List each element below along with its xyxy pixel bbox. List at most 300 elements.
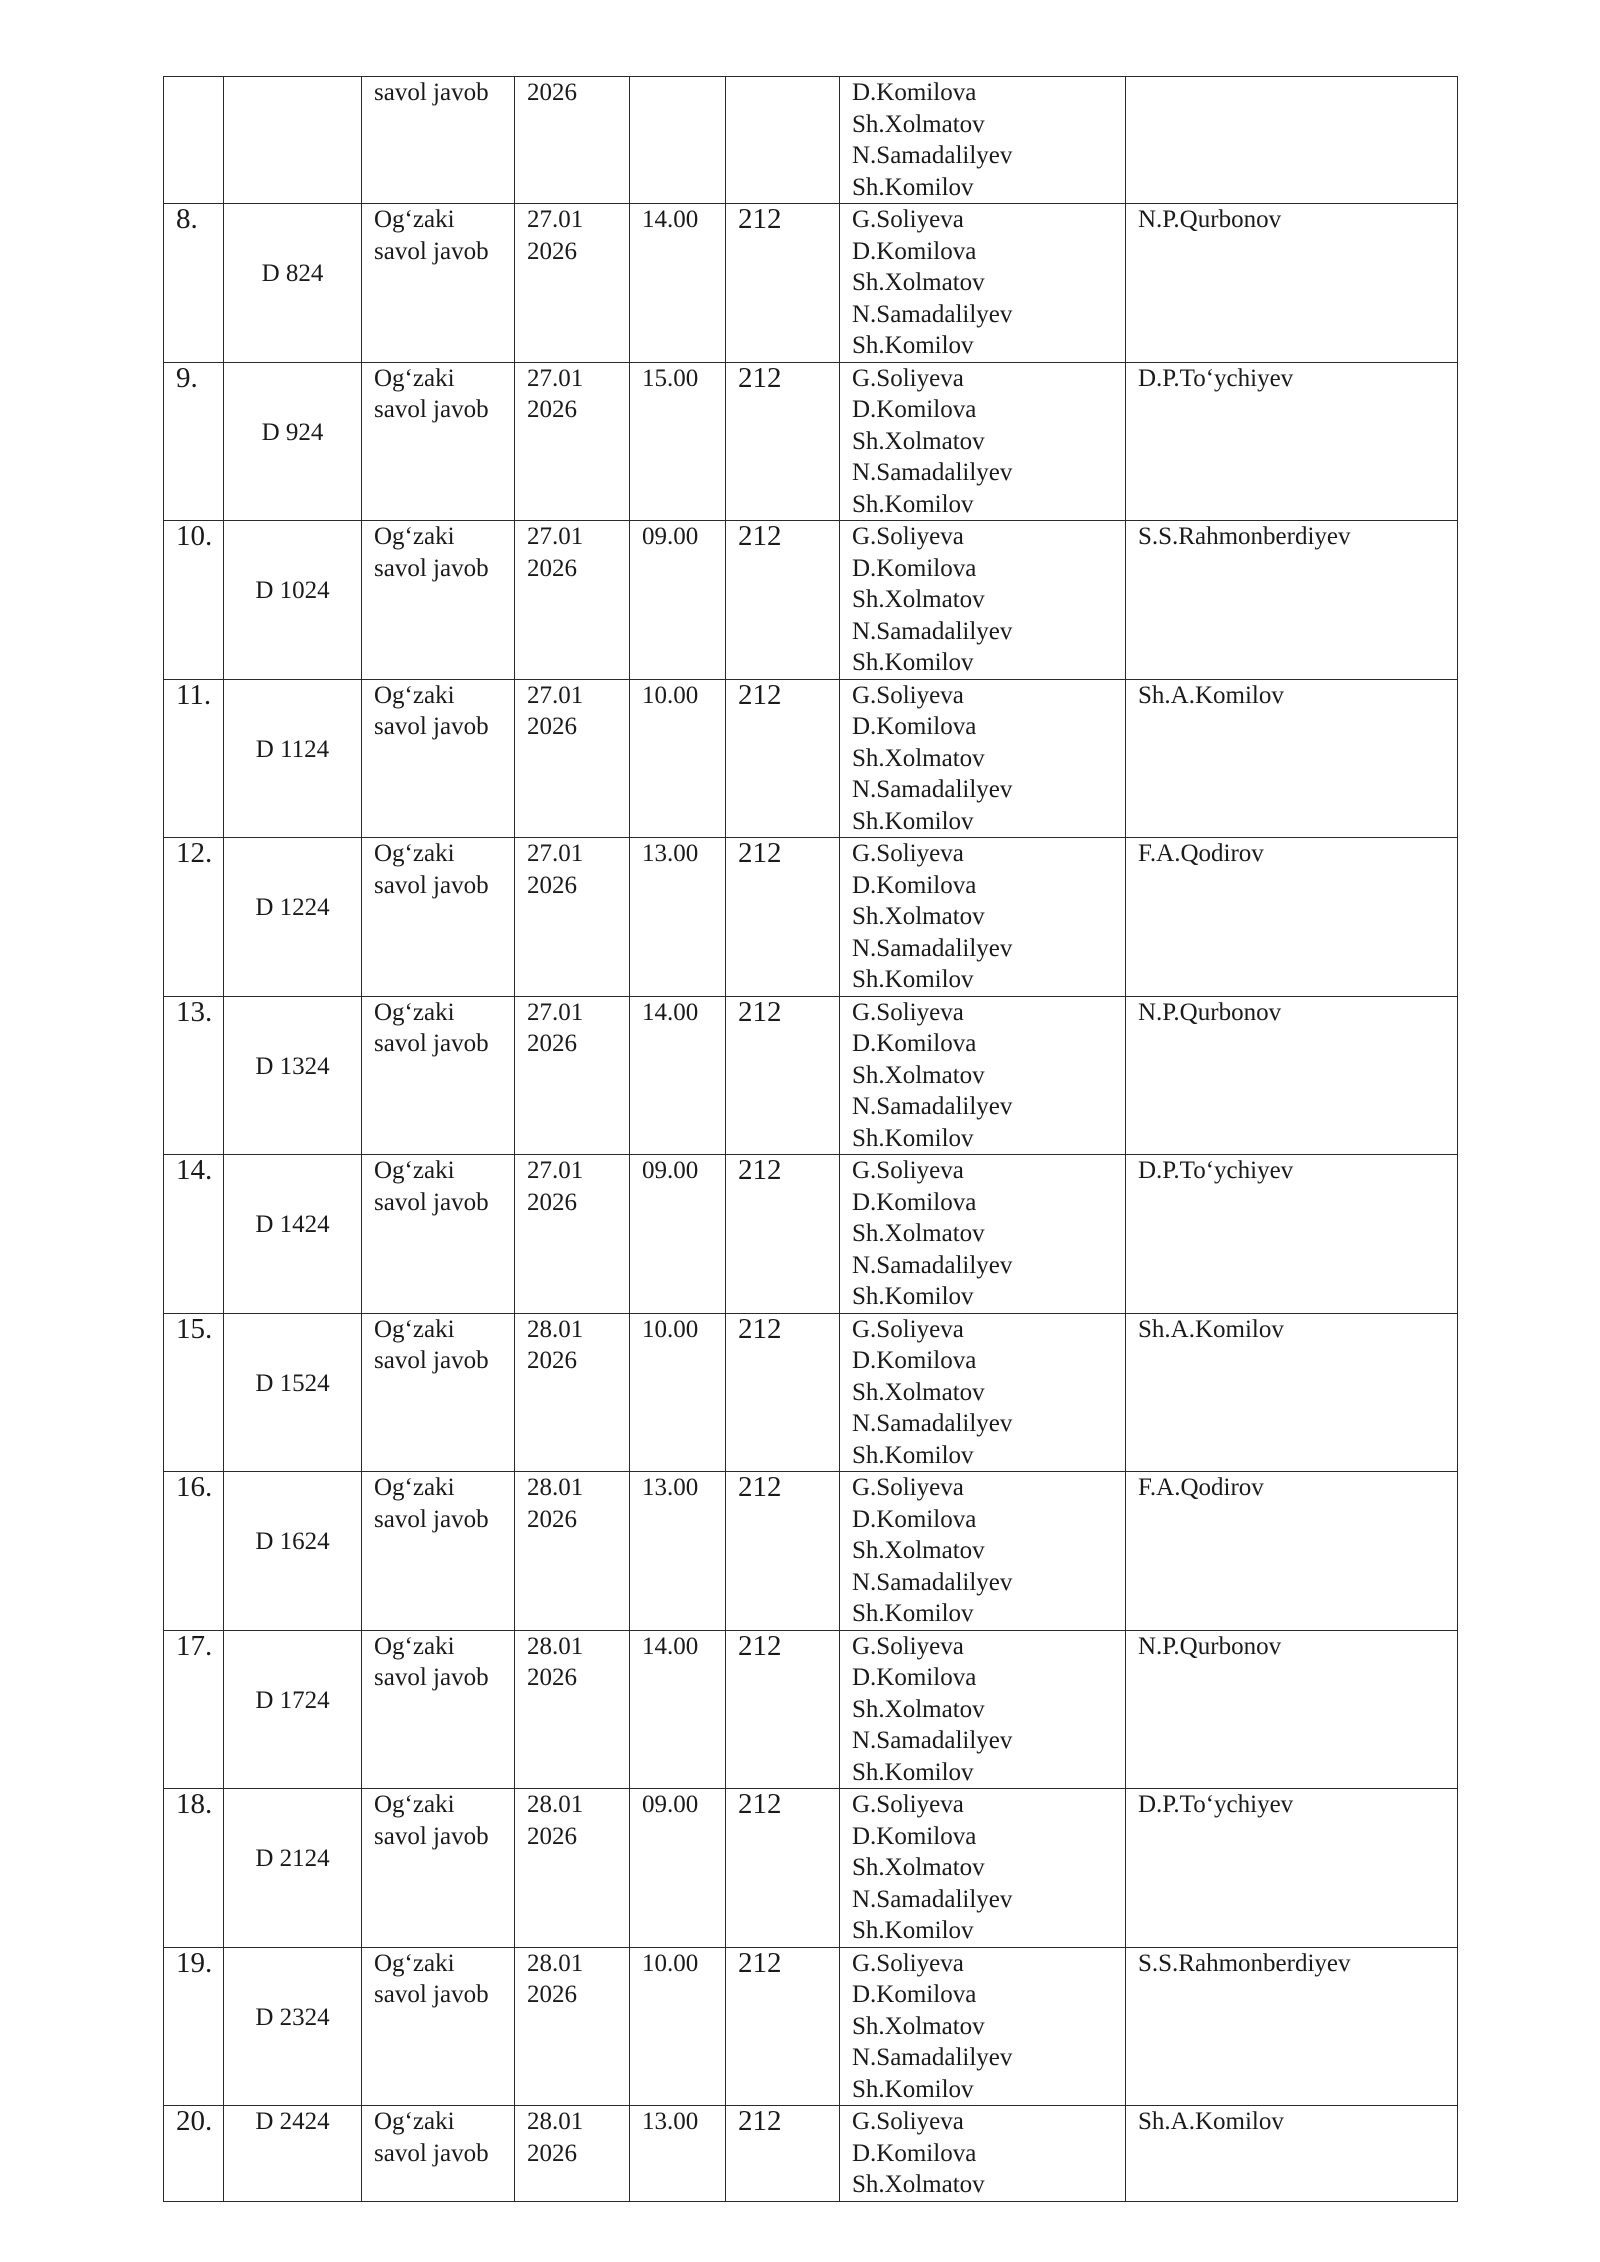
date-line: 2026 [527, 2139, 577, 2167]
table-row [164, 1947, 1458, 2106]
format-line: savol javob [374, 1030, 489, 1057]
teacher-cell [1126, 1155, 1458, 1314]
commission-member: N.Samadalilyev [852, 142, 1013, 169]
teacher-name: N.P.Qurbonov [1138, 998, 1282, 1026]
commission-member: G.Soliyeva [852, 1632, 964, 1660]
row-number: 13. [176, 996, 213, 1028]
time-cell [630, 838, 726, 997]
row-number: 12. [176, 837, 213, 869]
room-cell [726, 362, 840, 521]
commission-cell [840, 77, 1126, 204]
date-line: 28.01 [527, 1791, 584, 1818]
commission-member: D.Komilova [852, 1664, 977, 1691]
room-number: 212 [738, 1630, 782, 1662]
commission-member: Sh.Komilov [852, 173, 974, 201]
commission-member: Sh.Xolmatov [852, 903, 985, 930]
row-number-cell [164, 838, 224, 997]
exam-time: 14.00 [642, 998, 699, 1026]
format-cell [362, 204, 515, 363]
commission-cell [840, 1947, 1126, 2106]
format-line: savol javob [374, 1822, 489, 1850]
format-line: savol javob [374, 1664, 489, 1691]
row-number: 14. [176, 1154, 213, 1186]
commission-cell [840, 679, 1126, 838]
commission-member: G.Soliyeva [852, 998, 964, 1026]
row-number-cell [164, 204, 224, 363]
table-row [164, 996, 1458, 1155]
commission-member: Sh.Xolmatov [852, 744, 985, 772]
table-row [164, 838, 1458, 997]
commission-member: Sh.Komilov [852, 1283, 974, 1310]
date-line: 2026 [527, 1664, 577, 1691]
row-number-cell [164, 2106, 224, 2202]
group-cell [224, 1313, 362, 1472]
group-code: D 924 [261, 418, 324, 446]
format-line: Og‘zaki [374, 998, 455, 1026]
room-number: 212 [738, 203, 782, 235]
room-number: 212 [738, 1154, 782, 1186]
commission-member: N.Samadalilyev [852, 1093, 1013, 1120]
commission-member: G.Soliyeva [852, 681, 964, 709]
time-cell [630, 679, 726, 838]
date-line: 2026 [527, 1981, 577, 2008]
format-line: savol javob [374, 871, 489, 899]
commission-member: Sh.Komilov [852, 332, 974, 359]
row-number-cell [164, 1313, 224, 1472]
commission-member: G.Soliyeva [852, 2108, 964, 2135]
date-cell [515, 204, 630, 363]
teacher-cell [1126, 838, 1458, 997]
commission-member: Sh.Xolmatov [852, 427, 985, 455]
commission-member: Sh.Xolmatov [852, 586, 985, 613]
commission-member: N.Samadalilyev [852, 617, 1013, 645]
format-line: Og‘zaki [374, 681, 455, 709]
commission-member: Sh.Xolmatov [852, 1854, 985, 1881]
teacher-name: D.P.To‘ychiyev [1138, 364, 1294, 392]
row-number: 11. [176, 679, 212, 711]
room-cell [726, 2106, 840, 2202]
room-number: 212 [738, 1313, 782, 1345]
teacher-name: N.P.Qurbonov [1138, 206, 1282, 233]
row-number-cell [164, 77, 224, 204]
commission-member: N.Samadalilyev [852, 1885, 1013, 1913]
format-cell [362, 1313, 515, 1472]
room-cell [726, 1155, 840, 1314]
teacher-cell [1126, 1947, 1458, 2106]
table-row-continued [164, 77, 1458, 204]
commission-member: N.Samadalilyev [852, 459, 1013, 486]
commission-member: N.Samadalilyev [852, 1251, 1013, 1279]
group-code: D 1424 [255, 1211, 330, 1238]
commission-member: D.Komilova [852, 1347, 977, 1374]
commission-member: D.Komilova [852, 237, 977, 265]
commission-member: D.Komilova [852, 1505, 977, 1533]
format-line: savol javob [374, 1505, 489, 1533]
commission-member: D.Komilova [852, 554, 977, 582]
row-number-cell [164, 1630, 224, 1789]
group-code: D 1724 [255, 1686, 330, 1714]
format-line: savol javob [374, 554, 489, 582]
teacher-cell [1126, 204, 1458, 363]
date-line: 27.01 [527, 681, 584, 709]
format-line: Og‘zaki [374, 1791, 455, 1818]
date-cell [515, 521, 630, 680]
time-cell [630, 1313, 726, 1472]
date-line: 2026 [527, 554, 577, 582]
date-line: 27.01 [527, 998, 584, 1026]
commission-member: Sh.Xolmatov [852, 1537, 985, 1564]
group-code: D 1524 [255, 1369, 330, 1397]
schedule-body [164, 77, 1458, 2202]
time-cell [630, 1472, 726, 1631]
row-number: 17. [176, 1630, 213, 1662]
commission-member: Sh.Xolmatov [852, 110, 985, 138]
group-code: D 1324 [255, 1052, 330, 1080]
time-cell [630, 77, 726, 204]
room-number: 212 [738, 2105, 782, 2137]
commission-member: G.Soliyeva [852, 523, 964, 550]
commission-member: Sh.Xolmatov [852, 1220, 985, 1247]
row-number-cell [164, 1472, 224, 1631]
date-line: 2026 [527, 1505, 577, 1533]
date-cell [515, 1789, 630, 1948]
group-code: D 2424 [255, 2108, 330, 2135]
teacher-cell [1126, 2106, 1458, 2202]
format-line: Og‘zaki [374, 1157, 455, 1184]
group-cell [224, 77, 362, 204]
exam-time: 09.00 [642, 523, 699, 550]
commission-member: D.Komilova [852, 713, 977, 740]
room-cell [726, 1313, 840, 1472]
group-cell [224, 1947, 362, 2106]
commission-member: Sh.Xolmatov [852, 269, 985, 296]
row-number-cell [164, 521, 224, 680]
commission-member: N.Samadalilyev [852, 2044, 1013, 2071]
row-number: 16. [176, 1471, 213, 1503]
teacher-name: D.P.To‘ychiyev [1138, 1791, 1294, 1818]
commission-cell [840, 1630, 1126, 1789]
row-number: 8. [176, 203, 198, 235]
commission-member: D.Komilova [852, 871, 977, 899]
row-number: 19. [176, 1947, 213, 1979]
group-cell [224, 1789, 362, 1948]
row-number-cell [164, 1789, 224, 1948]
group-code: D 2124 [255, 1845, 330, 1872]
exam-time: 13.00 [642, 840, 699, 867]
date-cell [515, 1313, 630, 1472]
commission-member: N.Samadalilyev [852, 1410, 1013, 1437]
table-row [164, 204, 1458, 363]
format-cell [362, 679, 515, 838]
date-cell [515, 838, 630, 997]
commission-member: G.Soliyeva [852, 1315, 964, 1343]
exam-time: 14.00 [642, 1632, 699, 1660]
commission-member: N.Samadalilyev [852, 300, 1013, 328]
format-line: Og‘zaki [374, 2108, 455, 2135]
row-number: 9. [176, 362, 198, 394]
time-cell [630, 996, 726, 1155]
format-line: Og‘zaki [374, 364, 455, 392]
row-number-cell [164, 1155, 224, 1314]
format-line: savol javob [374, 1188, 489, 1216]
commission-member: Sh.Komilov [852, 2075, 974, 2103]
commission-member: G.Soliyeva [852, 1791, 964, 1818]
date-line: 27.01 [527, 523, 584, 550]
date-line: 2026 [527, 1188, 577, 1216]
table-row [164, 1789, 1458, 1948]
teacher-cell [1126, 996, 1458, 1155]
group-cell [224, 1155, 362, 1314]
date-cell [515, 1155, 630, 1314]
commission-member: Sh.Komilov [852, 1124, 974, 1152]
group-cell [224, 838, 362, 997]
teacher-cell [1126, 1472, 1458, 1631]
commission-cell [840, 521, 1126, 680]
group-code: D 1124 [255, 735, 330, 763]
room-number: 212 [738, 362, 782, 394]
commission-cell [840, 2106, 1126, 2202]
commission-member: N.Samadalilyev [852, 1727, 1013, 1754]
date-cell [515, 996, 630, 1155]
date-cell [515, 1472, 630, 1631]
commission-member: G.Soliyeva [852, 1474, 964, 1501]
teacher-name: D.P.To‘ychiyev [1138, 1157, 1294, 1184]
table-row [164, 2106, 1458, 2202]
format-line: savol javob [374, 237, 489, 265]
exam-time: 10.00 [642, 681, 699, 709]
room-number: 212 [738, 1947, 782, 1979]
room-cell [726, 521, 840, 680]
format-line: Og‘zaki [374, 840, 455, 867]
exam-time: 13.00 [642, 1474, 699, 1501]
commission-member: G.Soliyeva [852, 1949, 964, 1977]
group-code: D 1224 [255, 894, 330, 921]
room-cell [726, 1472, 840, 1631]
commission-member: D.Komilova [852, 1822, 977, 1850]
commission-member: Sh.Xolmatov [852, 1061, 985, 1089]
date-cell [515, 77, 630, 204]
table-row [164, 679, 1458, 838]
table-row [164, 1472, 1458, 1631]
format-line: Og‘zaki [374, 1315, 455, 1343]
row-number-cell [164, 679, 224, 838]
format-line: savol javob [374, 713, 489, 740]
date-cell [515, 679, 630, 838]
room-cell [726, 1630, 840, 1789]
format-line: savol javob [374, 1981, 489, 2008]
commission-member: G.Soliyeva [852, 206, 964, 233]
date-cell [515, 1630, 630, 1789]
teacher-name: N.P.Qurbonov [1138, 1632, 1282, 1660]
group-cell [224, 679, 362, 838]
commission-cell [840, 1155, 1126, 1314]
room-cell [726, 204, 840, 363]
group-cell [224, 1472, 362, 1631]
table-row [164, 1313, 1458, 1472]
commission-cell [840, 838, 1126, 997]
group-cell [224, 204, 362, 363]
row-number: 18. [176, 1788, 213, 1820]
commission-member: N.Samadalilyev [852, 1568, 1013, 1596]
commission-member: G.Soliyeva [852, 364, 964, 392]
group-cell [224, 362, 362, 521]
group-code: D 824 [261, 260, 324, 287]
format-cell [362, 1789, 515, 1948]
exam-time: 09.00 [642, 1791, 699, 1818]
table-row [164, 1630, 1458, 1789]
teacher-cell [1126, 77, 1458, 204]
row-number-cell [164, 1947, 224, 2106]
commission-member: G.Soliyeva [852, 1157, 964, 1184]
group-code: D 1624 [255, 1528, 330, 1555]
group-code: D 1024 [255, 577, 330, 604]
room-cell [726, 679, 840, 838]
date-cell [515, 1947, 630, 2106]
commission-member: Sh.Komilov [852, 1917, 974, 1944]
date-line: 2026 [527, 396, 577, 423]
schedule-table [163, 76, 1458, 2202]
date-cell [515, 362, 630, 521]
room-cell [726, 1947, 840, 2106]
commission-member: Sh.Komilov [852, 1600, 974, 1627]
time-cell [630, 204, 726, 363]
commission-member: Sh.Xolmatov [852, 1378, 985, 1406]
teacher-name: S.S.Rahmonberdiyev [1138, 1949, 1351, 1977]
group-code: D 2324 [255, 2003, 330, 2031]
format-line: Og‘zaki [374, 1632, 455, 1660]
commission-member: N.Samadalilyev [852, 776, 1013, 803]
exam-time: 10.00 [642, 1949, 699, 1977]
exam-time: 13.00 [642, 2108, 699, 2135]
exam-time: 15.00 [642, 364, 699, 392]
teacher-cell [1126, 1789, 1458, 1948]
row-number: 10. [176, 520, 213, 552]
commission-member: D.Komilova [852, 2139, 977, 2167]
commission-member: Sh.Komilov [852, 649, 974, 676]
group-cell [224, 521, 362, 680]
commission-member: N.Samadalilyev [852, 934, 1013, 962]
commission-member: D.Komilova [852, 1030, 977, 1057]
commission-member: Sh.Komilov [852, 490, 974, 518]
time-cell [630, 2106, 726, 2202]
format-line: Og‘zaki [374, 523, 455, 550]
room-number: 212 [738, 837, 782, 869]
commission-member: Sh.Komilov [852, 1441, 974, 1469]
group-cell [224, 1630, 362, 1789]
time-cell [630, 1155, 726, 1314]
commission-cell [840, 1789, 1126, 1948]
room-cell [726, 1789, 840, 1948]
room-cell [726, 77, 840, 204]
exam-time: 10.00 [642, 1315, 699, 1343]
format-cell [362, 838, 515, 997]
date-line: 27.01 [527, 206, 584, 233]
date-line: 2026 [527, 1030, 577, 1057]
time-cell [630, 1947, 726, 2106]
time-cell [630, 1789, 726, 1948]
format-cell [362, 1947, 515, 2106]
format-line: savol javob [374, 1347, 489, 1374]
commission-cell [840, 996, 1126, 1155]
room-number: 212 [738, 1471, 782, 1503]
commission-member: D.Komilova [852, 79, 977, 106]
date-line: 2026 [527, 79, 577, 106]
table-row [164, 362, 1458, 521]
date-line: 27.01 [527, 840, 584, 867]
date-line: 28.01 [527, 2108, 584, 2135]
date-line: 2026 [527, 1347, 577, 1374]
row-number-cell [164, 996, 224, 1155]
commission-cell [840, 1472, 1126, 1631]
date-line: 28.01 [527, 1949, 584, 1977]
table-row [164, 521, 1458, 680]
teacher-cell [1126, 1630, 1458, 1789]
commission-member: Sh.Xolmatov [852, 2171, 985, 2198]
commission-member: Sh.Xolmatov [852, 1695, 985, 1723]
date-line: 2026 [527, 237, 577, 265]
commission-cell [840, 1313, 1126, 1472]
teacher-cell [1126, 679, 1458, 838]
room-number: 212 [738, 679, 782, 711]
group-cell [224, 2106, 362, 2202]
date-line: 28.01 [527, 1632, 584, 1660]
teacher-name: Sh.A.Komilov [1138, 2108, 1284, 2135]
format-cell [362, 521, 515, 680]
exam-time: 14.00 [642, 206, 699, 233]
format-line: Og‘zaki [374, 1474, 455, 1501]
commission-cell [840, 362, 1126, 521]
teacher-name: Sh.A.Komilov [1138, 1315, 1284, 1343]
teacher-cell [1126, 362, 1458, 521]
commission-member: D.Komilova [852, 396, 977, 423]
row-number: 20. [176, 2105, 213, 2137]
teacher-name: F.A.Qodirov [1138, 1474, 1264, 1501]
teacher-cell [1126, 521, 1458, 680]
group-cell [224, 996, 362, 1155]
teacher-name: F.A.Qodirov [1138, 840, 1264, 867]
commission-member: Sh.Komilov [852, 807, 974, 835]
room-number: 212 [738, 1788, 782, 1820]
time-cell [630, 521, 726, 680]
time-cell [630, 362, 726, 521]
commission-member: Sh.Komilov [852, 1758, 974, 1786]
format-cell [362, 1472, 515, 1631]
teacher-name: S.S.Rahmonberdiyev [1138, 523, 1351, 550]
format-line: Og‘zaki [374, 206, 455, 233]
row-number-cell [164, 362, 224, 521]
room-cell [726, 838, 840, 997]
format-cell [362, 2106, 515, 2202]
exam-time: 09.00 [642, 1157, 699, 1184]
format-cell [362, 77, 515, 204]
room-number: 212 [738, 520, 782, 552]
date-line: 2026 [527, 871, 577, 899]
teacher-name: Sh.A.Komilov [1138, 681, 1284, 709]
teacher-cell [1126, 1313, 1458, 1472]
date-line: 2026 [527, 713, 577, 740]
format-cell [362, 1630, 515, 1789]
format-cell [362, 1155, 515, 1314]
commission-member: D.Komilova [852, 1188, 977, 1216]
format-cell [362, 362, 515, 521]
commission-member: Sh.Komilov [852, 966, 974, 993]
date-line: 2026 [527, 1822, 577, 1850]
commission-member: Sh.Xolmatov [852, 2012, 985, 2040]
format-cell [362, 996, 515, 1155]
date-line: 28.01 [527, 1474, 584, 1501]
format-line: Og‘zaki [374, 1949, 455, 1977]
date-line: 27.01 [527, 364, 584, 392]
